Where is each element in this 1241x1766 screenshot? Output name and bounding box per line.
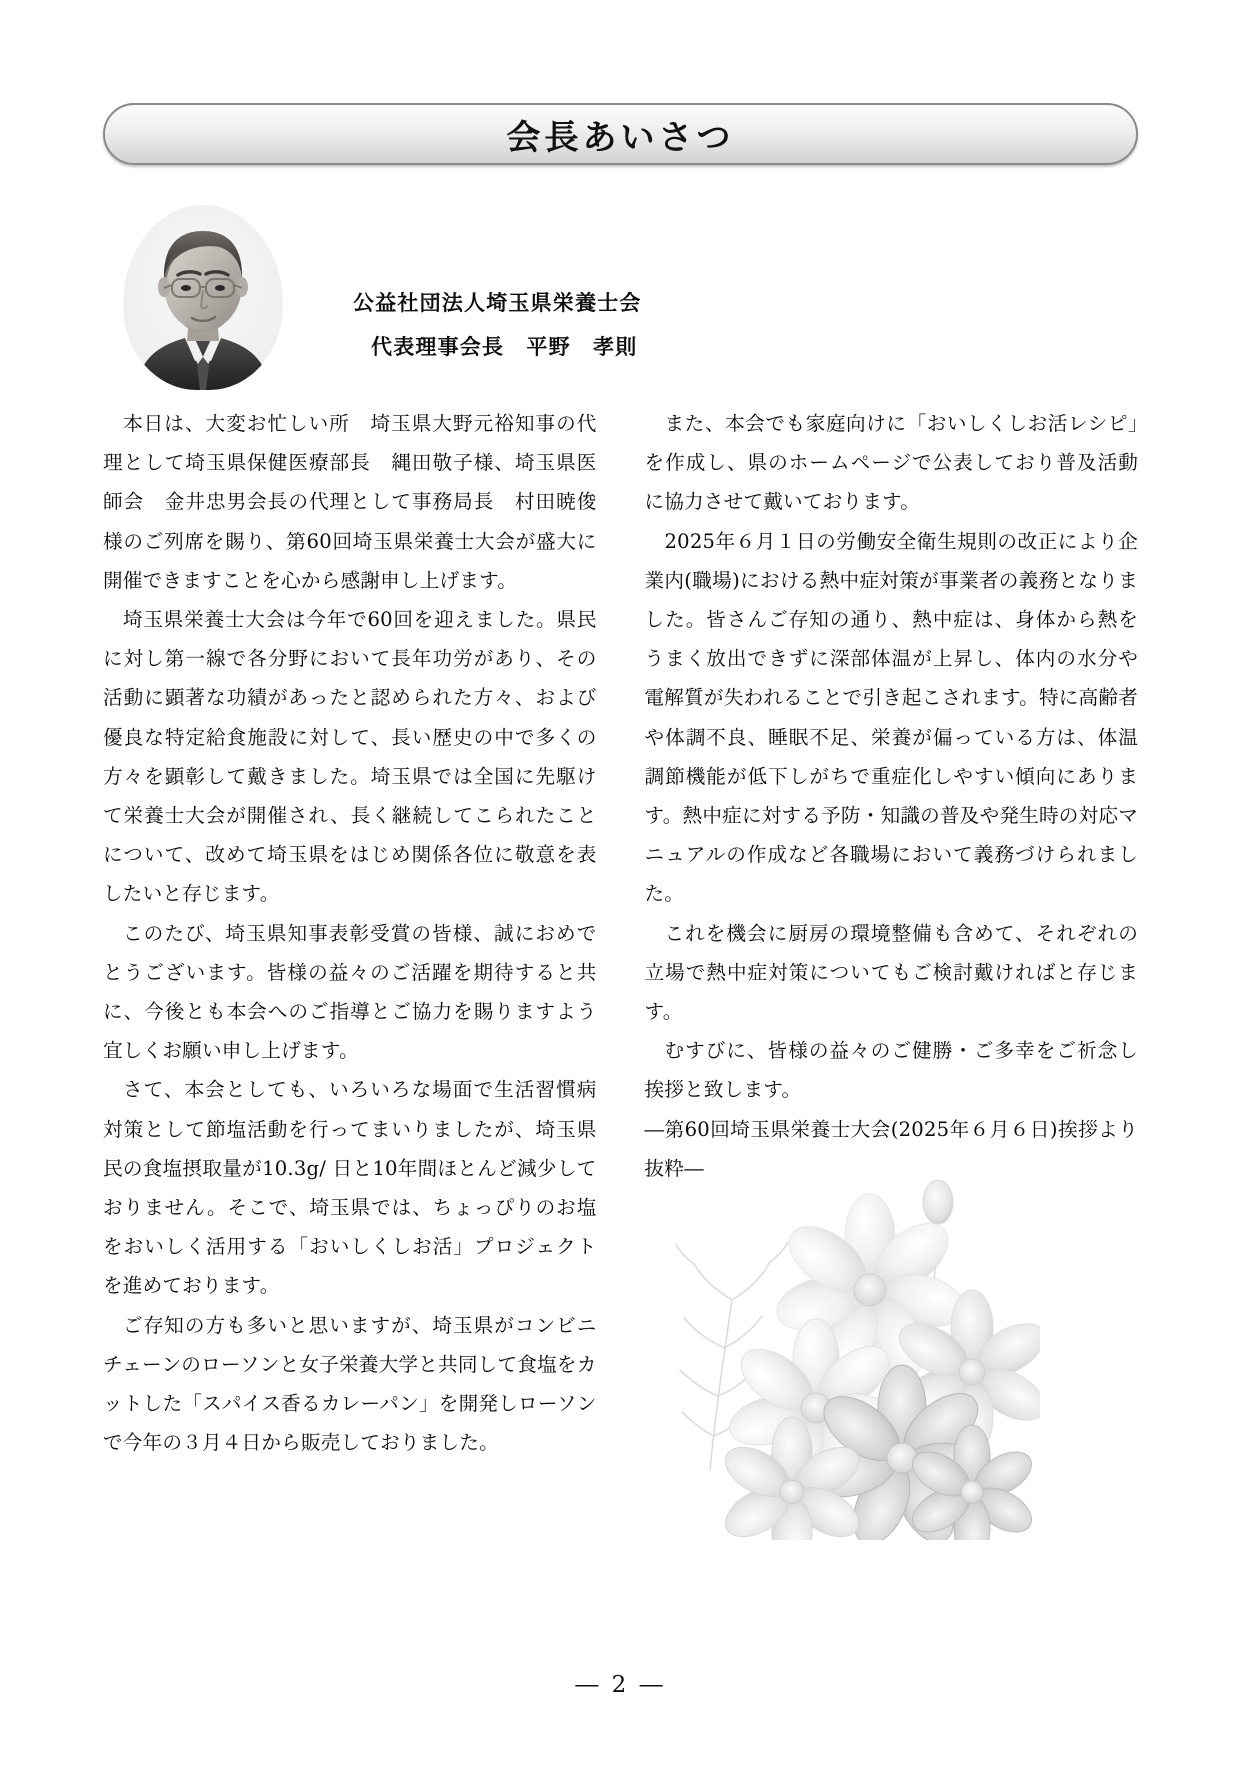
paragraph: ご存知の方も多いと思いますが、埼玉県がコンビニチェーンのローソンと女子栄養大学と共同して食塩をカットした「スパイス香るカレーパン」を開発しローソンで今年の３月４日から販売しておりました。 bbox=[103, 1313, 597, 1455]
page-number: ― 2 ― bbox=[575, 1672, 666, 1698]
masthead-block bbox=[103, 205, 1138, 395]
paragraph: 埼玉県栄養士大会は今年で60回を迎えました。県民に対し第一線で各分野において長年功労があり、その活動に顕著な功績があったと認められた方々、および優良な特定給食施設に対して、長い歴史の中で多くの方々を顕彰して戴きました。埼玉県では全国に先駆けて栄養士大会が開催され、長く継続してこられたことについて、改めて埼玉県をはじめ関係各位に敬意を表したいと存じます。 bbox=[103, 608, 597, 906]
paragraph: これを機会に厨房の環境整備も含めて、それぞれの立場で熱中症対策についてもご検討戴ければと存じます。 bbox=[644, 921, 1138, 1024]
closing-attribution: ―第60回埼玉県栄養士大会(2025年６月６日)挨拶より抜粋― bbox=[644, 1117, 1138, 1180]
page-title: 会長あいさつ bbox=[506, 117, 735, 158]
paragraph: 本日は、大変お忙しい所 埼玉県大野元裕知事の代理として埼玉県保健医療部長 縄田敬子様、埼玉県医師会 金井忠男会長の代理として事務局長 村田暁俊様のご列席を賜り、第60回埼玉県栄養士大会が盛大に開催できますことを心から感謝申し上げます。 bbox=[103, 412, 597, 592]
paragraph: さて、本会としても、いろいろな場面で生活習慣病対策として節塩活動を行ってまいりましたが、埼玉県民の食塩摂取量が10.3g/ 日と10年間ほとんど減少しておりません。そこで、埼玉県では、ちょっぴりのお塩をおいしく活用する「おいしくしお活」プロジェクトを進めております。 bbox=[103, 1078, 597, 1298]
avatar bbox=[123, 205, 283, 390]
article-body bbox=[103, 404, 1138, 1604]
paragraph: このたび、埼玉県知事表彰受賞の皆様、誠におめでとうございます。皆様の益々のご活躍を期待すると共に、今後とも本会へのご指導とご協力を賜りますよう宜しくお願い申し上げます。 bbox=[103, 921, 597, 1063]
paragraph: むすびに、皆様の益々のご健勝・ご多幸をご祈念し挨拶と致します。 bbox=[644, 1039, 1138, 1102]
paragraph: 2025年６月１日の労働安全衛生規則の改正により企業内(職場)における熱中症対策が事業者の義務となりました。皆さんご存知の通り、熱中症は、身体から熱をうまく放出できずに深部体温が上昇し、体内の水分や電解質が失われることで引き起こされます。特に高齢者や体調不良、睡眠不足、栄養が偏っている方は、体温調節機能が低下しがちで重症化しやすい傾向にあります。熱中症に対する予防・知識の普及や発生時の対応マニュアルの作成など各職場において義務づけられました。 bbox=[644, 529, 1138, 906]
paragraph: また、本会でも家庭向けに「おいしくしお活レシピ」を作成し、県のホームページで公表しており普及活動に協力させて戴いております。 bbox=[644, 412, 1138, 514]
portrait-photo bbox=[123, 205, 283, 390]
organization-name: 公益社団法人埼玉県栄養士会 bbox=[353, 291, 642, 315]
right-text-column bbox=[645, 404, 1139, 1604]
left-text-column bbox=[103, 404, 597, 1604]
page-footer bbox=[0, 1672, 1241, 1698]
signature-block bbox=[353, 287, 773, 361]
president-name: 代表理事会長 平野 孝則 bbox=[371, 335, 638, 359]
section-header-banner bbox=[103, 103, 1138, 165]
